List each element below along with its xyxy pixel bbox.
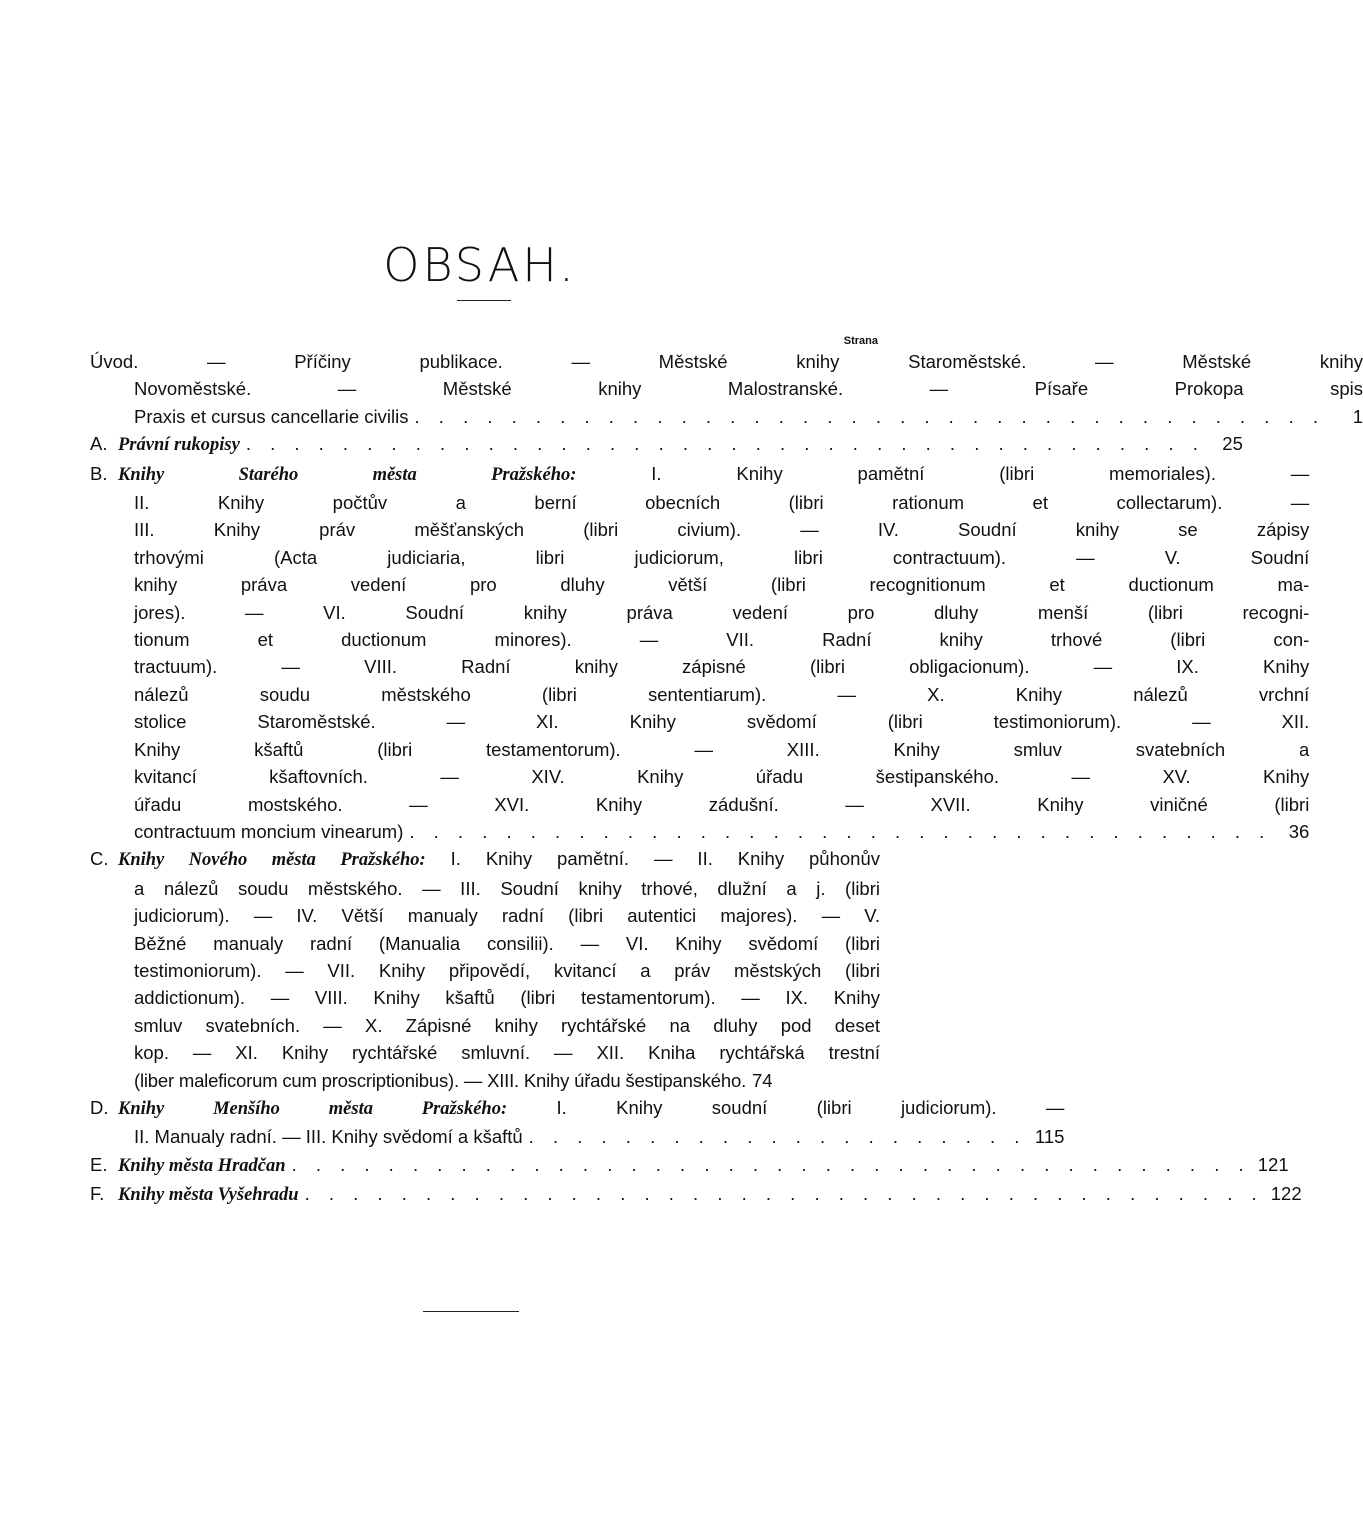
toc-line — [118, 845, 880, 874]
toc-line — [118, 930, 880, 957]
toc-line — [118, 544, 1309, 571]
toc-entry-e — [90, 1151, 1289, 1180]
toc-line — [118, 681, 1309, 708]
dot-leader: . . . . . . . . . . . . . . . . . . . . . . . . . . . . . . . . . . . . . . . . — [245, 433, 1205, 455]
toc-line-text: smluv svatebních. — X. Zápisné knihy rychtářské na dluhy pod deset — [134, 1014, 880, 1036]
toc-entry-body — [118, 1180, 1302, 1209]
section-title: Knihy Nového města Pražského: — [118, 850, 426, 871]
toc-line — [118, 875, 880, 902]
title-rule — [457, 300, 511, 301]
toc-entry-f — [90, 1180, 1302, 1209]
dot-leader: . . . . . . . . . . . . . . . . . . . . . . . . . . . . . . . . . . . . . . — [414, 405, 1326, 427]
page-title: OBSAH. — [383, 238, 577, 292]
toc-line — [118, 516, 1309, 543]
toc-entry-d — [90, 1094, 1065, 1151]
section-letter: D. — [90, 1096, 109, 1118]
toc-line-text: tionum et ductionum minores). — VII. Radní knihy trhové (libri con- — [134, 629, 1310, 651]
toc-entry-uvod — [90, 348, 1363, 430]
toc-line-last — [118, 1180, 1302, 1209]
toc-entry-body — [90, 348, 1363, 430]
toc-line-text: jores). — VI. Soudní knihy práva vedení pro dluhy menší (libri recogni- — [134, 601, 1310, 623]
toc-line-text: II. Manualy radní. — III. Knihy svědomí a kšaftů — [134, 1126, 523, 1148]
page-number: 122 — [1270, 1183, 1302, 1205]
toc-line — [118, 599, 1309, 626]
toc-line-text: judiciorum). — IV. Větší manualy radní (libri autentici majores). — V. — [134, 905, 880, 927]
toc-line-text: II. Knihy počtův a berní obecních (libri rationum et collectarum). — — [134, 492, 1310, 514]
toc-line-text: (liber maleficorum cum proscriptionibus). — XIII. Knihy úřadu šestipanského. — [134, 1069, 747, 1091]
toc-entry-a — [90, 430, 1243, 459]
toc-line-last — [118, 430, 1243, 459]
toc-line — [118, 626, 1309, 653]
toc-line-text: kop. — XI. Knihy rychtářské smluvní. — XII. Kniha rychtářská trestní — [134, 1042, 880, 1064]
table-of-contents — [90, 348, 1363, 1210]
toc-line-text: Praxis et cursus cancellarie civilis — [134, 405, 409, 427]
toc-entry-body — [118, 1094, 1064, 1151]
toc-line — [118, 460, 1309, 489]
toc-line-text: Knihy kšaftů (libri testamentorum). — XIII. Knihy smluv svatebních a — [134, 738, 1310, 760]
toc-line — [90, 348, 1363, 375]
toc-line — [118, 653, 1309, 680]
toc-line-text: testimoniorum). — VII. Knihy připovědí, kvitancí a práv městských (libri — [134, 959, 880, 981]
section-letter: F. — [90, 1183, 105, 1205]
toc-line-text: contractuum moncium vinearum) — [134, 820, 404, 842]
toc-line — [118, 1094, 1064, 1123]
dot-leader: . . . . . . . . . . . . . . . . . . . . . . . . . . . . . . . . . . . . . . . . — [291, 1153, 1251, 1175]
toc-line-text: tractuum). — VIII. Radní knihy zápisné (libri obligacionum). — IX. Knihy — [134, 656, 1310, 678]
dot-leader: . . . . . . . . . . . . . . . . . . . . . — [528, 1126, 1027, 1148]
toc-line-text: a nálezů soudu městského. — III. Soudní knihy trhové, dlužní a j. (libri — [134, 877, 880, 899]
toc-line-text — [118, 460, 1309, 489]
toc-line-text: Úvod. — Příčiny publikace. — Městské knihy Staroměstské. — Městské knihy — [90, 351, 1363, 372]
toc-line — [118, 984, 880, 1011]
toc-line-text: nálezů soudu městského (libri sententiarum). — X. Knihy nálezů vrchní — [134, 683, 1310, 705]
page-number: 115 — [1034, 1126, 1065, 1148]
toc-line-text: Běžné manualy radní (Manualia consilii). — VI. Knihy svědomí (libri — [134, 932, 880, 954]
toc-line — [118, 736, 1309, 763]
toc-entry-body — [118, 430, 1243, 459]
toc-line — [118, 708, 1309, 735]
section-title: Knihy Starého města Pražského: — [118, 464, 577, 485]
toc-line-last — [118, 818, 1309, 845]
toc-line-text: stolice Staroměstské. — XI. Knihy svědomí (libri testimoniorum). — XII. — [134, 711, 1310, 733]
toc-line-text: I. Knihy pamětní (libri memoriales). — — [651, 462, 1310, 484]
toc-entry-b — [90, 460, 1310, 846]
toc-line — [118, 1039, 880, 1066]
toc-line-text: kvitancí kšaftovních. — XIV. Knihy úřadu šestipanského. — XV. Knihy — [134, 766, 1310, 788]
page-number: 1 — [1352, 405, 1363, 427]
toc-entry-body — [118, 845, 880, 1094]
toc-line-text: Novoměstské. — Městské knihy Malostranské. — Písaře Prokopa spis — [134, 378, 1363, 400]
toc-line — [90, 375, 1363, 402]
section-letter: C. — [90, 848, 109, 870]
toc-line-text: I. Knihy soudní (libri judiciorum). — — [556, 1096, 1065, 1118]
toc-line-text: I. Knihy pamětní. — II. Knihy půhonův — [450, 848, 881, 870]
page-number: 36 — [1288, 820, 1310, 842]
toc-line-text: knihy práva vedení pro dluhy větší (libri recognitionum et ductionum ma- — [134, 574, 1310, 596]
toc-line-text — [118, 1094, 1064, 1123]
toc-line-last — [118, 1067, 880, 1094]
section-title: Knihy Menšího města Pražského: — [118, 1098, 508, 1119]
dot-leader: . . . . . . . . . . . . . . . . . . . . . . . . . . . . . . . . . . . . — [409, 820, 1272, 842]
bottom-rule — [423, 1311, 519, 1312]
toc-line-text: III. Knihy práv měšťanských (libri civium). — IV. Soudní knihy se zápisy — [134, 519, 1310, 541]
toc-line-last — [90, 403, 1363, 430]
toc-line-text — [118, 845, 880, 874]
toc-line-text: úřadu mostského. — XVI. Knihy zádušní. — XVII. Knihy viničné (libri — [134, 793, 1310, 815]
toc-entry-c — [90, 845, 880, 1094]
toc-line-last — [118, 1151, 1289, 1180]
section-letter: B. — [90, 462, 108, 484]
dot-leader: . . . . . . . . . . . . . . . . . . . . . . . . . . . . . . . . . . . . . . . . — [304, 1183, 1264, 1205]
section-title: Knihy města Vyšehradu — [118, 1185, 299, 1206]
section-title: Právní rukopisy — [118, 435, 240, 456]
toc-line — [118, 957, 880, 984]
toc-line — [118, 763, 1309, 790]
toc-entry-body — [118, 1151, 1289, 1180]
toc-line-text: addictionum). — VIII. Knihy kšaftů (libri testamentorum). — IX. Knihy — [134, 987, 880, 1009]
toc-line — [118, 1012, 880, 1039]
toc-line — [118, 489, 1309, 516]
page-number: 25 — [1222, 433, 1243, 455]
section-title: Knihy města Hradčan — [118, 1155, 286, 1176]
toc-line — [118, 571, 1309, 598]
toc-line — [118, 791, 1309, 818]
toc-line — [118, 902, 880, 929]
section-letter: E. — [90, 1153, 108, 1175]
toc-line-text: trhovými (Acta judiciaria, libri judiciorum, libri contractuum). — V. Soudní — [134, 546, 1310, 568]
toc-entry-body — [118, 460, 1309, 846]
page-number: 121 — [1257, 1153, 1289, 1175]
page-column-label: Strana — [843, 335, 878, 347]
page-number: 74 — [752, 1069, 773, 1091]
section-letter: A. — [90, 433, 108, 455]
toc-line-last — [118, 1123, 1064, 1150]
